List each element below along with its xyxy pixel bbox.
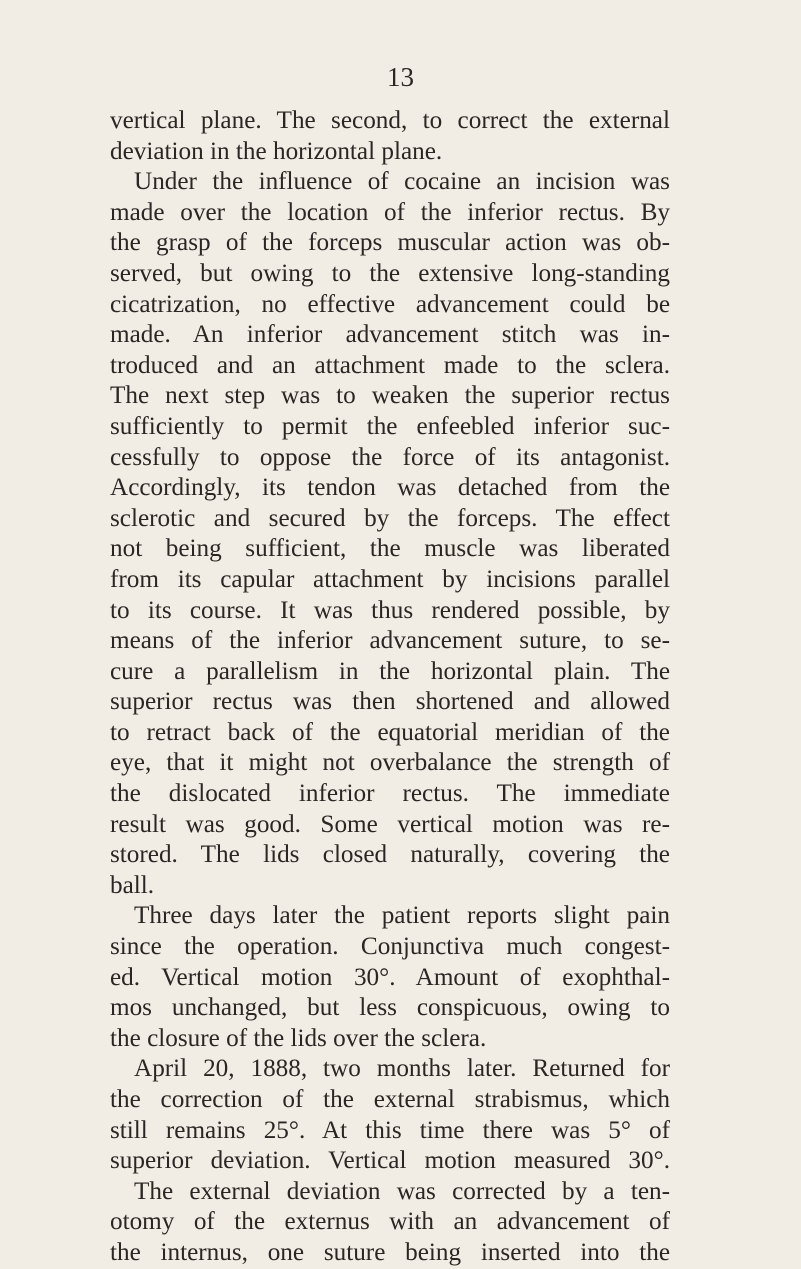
text-line: made. An inferior advancement stitch was in- — [110, 321, 670, 349]
page-number: 13 — [387, 62, 414, 92]
text-line: superior rectus was then shortened and allowed — [110, 688, 670, 716]
text-line: eye, that it might not overbalance the strength of — [110, 749, 670, 777]
text-line: troduced and an attachment made to the sclera. — [110, 351, 670, 379]
text-line: from its capular attachment by incisions parallel — [110, 565, 670, 593]
text-line: the grasp of the forceps muscular action was ob- — [110, 229, 670, 257]
text-line: stored. The lids closed naturally, covering the — [110, 841, 670, 869]
text-line: superior deviation. Vertical motion measured 30°. — [110, 1147, 670, 1175]
text-line: to retract back of the equatorial meridian of the — [110, 718, 670, 746]
text-line: made over the location of the inferior rectus. By — [110, 198, 670, 226]
text-line: not being sufficient, the muscle was liberated — [110, 535, 670, 563]
text-line: means of the inferior advancement suture, to se- — [110, 627, 670, 655]
text-line: cure a parallelism in the horizontal plain. The — [110, 657, 670, 685]
text-line: the dislocated inferior rectus. The immediate — [110, 780, 670, 808]
text-line: Under the influence of cocaine an incision was — [134, 168, 670, 196]
text-line: cicatrization, no effective advancement could be — [110, 290, 670, 318]
text-line: to its course. It was thus rendered possible, by — [110, 596, 670, 624]
text-line: still remains 25°. At this time there was 5° of — [110, 1116, 670, 1144]
text-line: the closure of the lids over the sclera. — [110, 1024, 487, 1052]
text-line: served, but owing to the extensive long-standing — [110, 259, 670, 287]
text-line: sufficiently to permit the enfeebled inferior suc- — [110, 412, 670, 440]
text-line: Three days later the patient reports slight pain — [134, 902, 670, 930]
text-line: Accordingly, its tendon was detached from the — [110, 474, 670, 502]
text-line: The next step was to weaken the superior rectus — [110, 382, 670, 410]
body-text — [110, 106, 670, 1269]
text-line: sclerotic and secured by the forceps. The effect — [110, 504, 670, 532]
text-line: since the operation. Conjunctiva much congest- — [110, 933, 670, 961]
text-line: ball. — [110, 871, 155, 899]
text-line: April 20, 1888, two months later. Returned for — [134, 1055, 670, 1083]
text-line: ed. Vertical motion 30°. Amount of exophthal- — [110, 963, 670, 991]
text-line: the correction of the external strabismus, which — [110, 1086, 670, 1113]
text-line: result was good. Some vertical motion was re- — [110, 810, 670, 838]
text-line: cessfully to oppose the force of its antagonist. — [110, 443, 670, 471]
text-line: deviation in the horizontal plane. — [110, 137, 443, 165]
text-line: vertical plane. The second, to correct the external — [110, 107, 670, 134]
text-line: the internus, one suture being inserted into the — [110, 1238, 670, 1266]
text-line: mos unchanged, but less conspicuous, owing to — [110, 994, 670, 1022]
text-line: The external deviation was corrected by a ten- — [134, 1177, 670, 1205]
text-line: otomy of the externus with an advancement of — [110, 1208, 670, 1236]
